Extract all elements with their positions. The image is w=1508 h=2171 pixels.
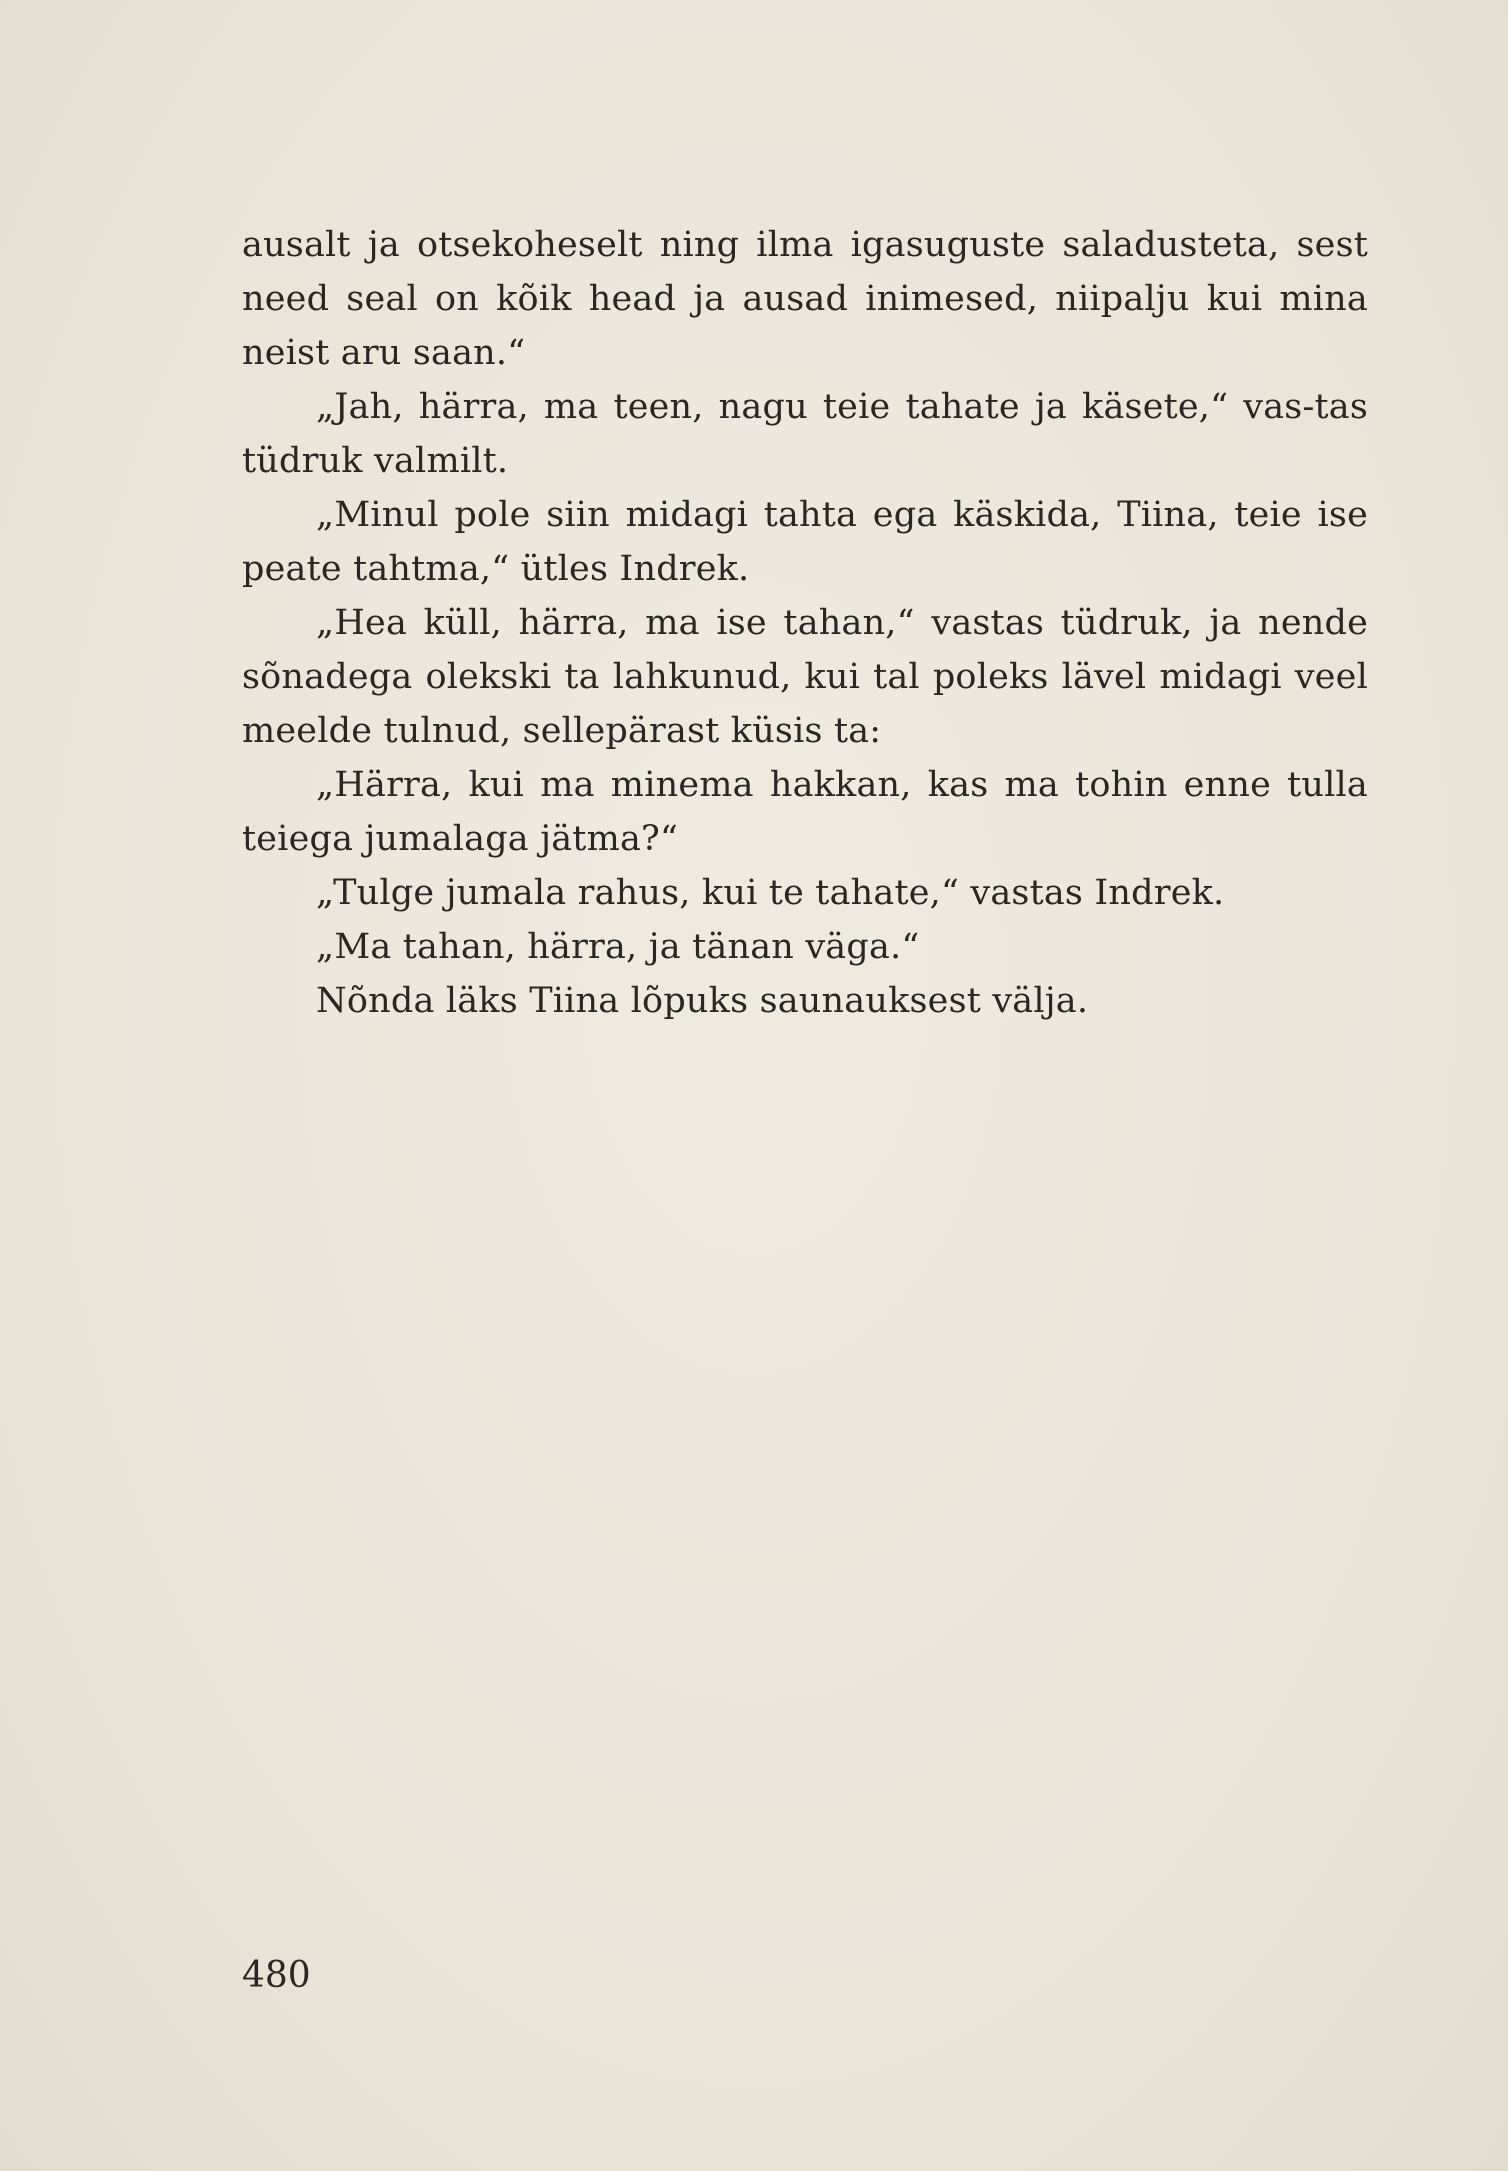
paragraph-7: „Ma tahan, härra, ja tänan väga.“ [316,927,920,967]
paragraph-8: Nõnda läks Tiina lõpuks saunauksest välja. [316,981,1089,1021]
paragraph-6: „Tulge jumala rahus, kui te tahate,“ vastas Indrek. [316,873,1225,913]
paragraph-5: „Härra, kui ma minema hakkan, kas ma tohin enne tulla teiega jumalaga jätma?“ [242,765,1368,859]
body-text [242,218,1368,1028]
page-number: 480 [242,1955,311,1996]
paragraph-1: ausalt ja otsekoheselt ning ilma igasuguste saladusteta, sest need seal on kõik head ja ausad inimesed, niipalju kui mina neist aru saan.“ [242,225,1368,373]
paragraph-3: „Minul pole siin midagi tahta ega käskida, Tiina, teie ise peate tahtma,“ ütles Indrek. [242,495,1368,589]
paragraph-4: „Hea küll, härra, ma ise tahan,“ vastas tüdruk, ja nende sõnadega olekski ta lahkunud, kui tal poleks lävel midagi veel meelde tulnud, sellepärast küsis ta: [242,603,1368,751]
paragraph-2: „Jah, härra, ma teen, nagu teie tahate ja käsete,“ vas-tas tüdruk valmilt. [242,387,1368,481]
